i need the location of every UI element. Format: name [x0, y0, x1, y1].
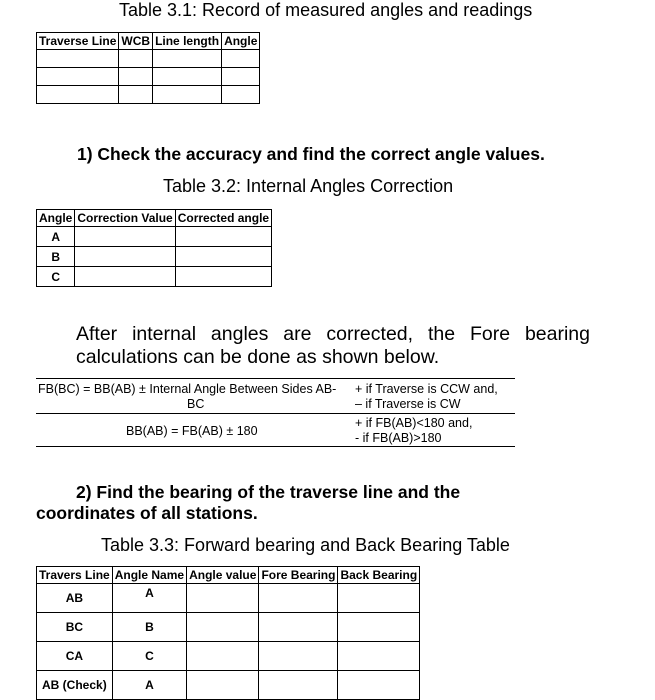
table2-caption: Table 3.2: Internal Angles Correction — [163, 176, 454, 196]
table1-header: WCB — [119, 33, 153, 50]
table-cell — [37, 50, 119, 68]
table-cell — [222, 50, 260, 68]
table-cell — [75, 227, 175, 247]
table-cell — [153, 68, 222, 86]
formula-rule-top — [36, 378, 515, 379]
table-cell: B — [112, 613, 186, 642]
table1-header: Traverse Line — [37, 33, 119, 50]
table-cell — [119, 86, 153, 104]
table-cell: A — [112, 671, 186, 700]
table-cell — [75, 247, 175, 267]
table1-header-row — [37, 33, 260, 50]
table-row — [37, 50, 260, 68]
table-cell: CA — [37, 642, 113, 671]
table-cell — [187, 671, 259, 700]
table-cell: BC — [37, 613, 113, 642]
table-cell: C — [37, 267, 75, 287]
table2 — [36, 209, 272, 287]
table2-header: Angle — [37, 210, 75, 227]
table-row — [37, 671, 420, 700]
table-cell — [338, 613, 420, 642]
table-cell — [338, 584, 420, 613]
table-cell — [175, 247, 271, 267]
formula-rule-bottom — [36, 446, 515, 447]
table-cell — [37, 68, 119, 86]
table-cell — [338, 671, 420, 700]
table1-caption: Table 3.1: Record of measured angles and readings — [119, 0, 533, 20]
table-row — [37, 613, 420, 642]
table-cell — [187, 584, 259, 613]
table2-header: Corrected angle — [175, 210, 271, 227]
table-cell — [259, 642, 338, 671]
table-cell — [175, 227, 271, 247]
formula-rule-middle — [36, 413, 515, 414]
table1 — [36, 32, 260, 104]
table-cell: AB (Check) — [37, 671, 113, 700]
formula-2-right-cont: - if FB(AB)>180 — [355, 431, 442, 445]
table-cell — [119, 68, 153, 86]
table3-header: Fore Bearing — [259, 567, 338, 584]
table1-header: Angle — [222, 33, 260, 50]
table-row — [37, 68, 260, 86]
table1-header: Line length — [153, 33, 222, 50]
formula-1-right-cont: – if Traverse is CW — [355, 397, 461, 411]
table-cell — [259, 613, 338, 642]
table2-header: Correction Value — [75, 210, 175, 227]
table-cell — [75, 267, 175, 287]
table-row — [37, 267, 272, 287]
table-row — [37, 227, 272, 247]
table3 — [36, 566, 420, 700]
table-row — [37, 642, 420, 671]
question-2-cont: coordinates of all stations. — [36, 503, 258, 523]
question-1: 1) Check the accuracy and find the correct angle values. — [77, 144, 545, 164]
table-cell — [187, 642, 259, 671]
body-paragraph: After internal angles are corrected, the Fore bearing calculations can be done as shown below. — [76, 323, 590, 368]
table-cell — [187, 613, 259, 642]
table-row — [37, 86, 260, 104]
table-cell — [153, 50, 222, 68]
table3-header: Travers Line — [37, 567, 113, 584]
table3-header: Back Bearing — [338, 567, 420, 584]
table-cell — [37, 86, 119, 104]
formula-1-left: FB(BC) = BB(AB) ± Internal Angle Between Sides AB- — [38, 382, 337, 396]
table-cell: A — [37, 227, 75, 247]
formula-1-right: + if Traverse is CCW and, — [355, 382, 498, 396]
table-cell — [222, 86, 260, 104]
table-cell: C — [112, 642, 186, 671]
table-cell — [259, 671, 338, 700]
table-cell — [222, 68, 260, 86]
table-cell: B — [37, 247, 75, 267]
table-cell — [259, 584, 338, 613]
table3-header-row — [37, 567, 420, 584]
formula-1-left-cont: BC — [187, 397, 205, 411]
table-cell: AB — [37, 584, 113, 613]
table-cell — [338, 642, 420, 671]
formula-2-left: BB(AB) = FB(AB) ± 180 — [126, 424, 258, 438]
question-2: 2) Find the bearing of the traverse line and the — [76, 482, 461, 502]
table-cell — [175, 267, 271, 287]
table-row — [37, 584, 420, 613]
table3-header: Angle value — [187, 567, 259, 584]
table-row — [37, 247, 272, 267]
table-cell: A — [112, 584, 186, 613]
table-cell — [153, 86, 222, 104]
table-cell — [119, 50, 153, 68]
table2-header-row — [37, 210, 272, 227]
formula-2-right: + if FB(AB)<180 and, — [355, 416, 473, 430]
table3-header: Angle Name — [112, 567, 186, 584]
table3-caption: Table 3.3: Forward bearing and Back Bearing Table — [101, 535, 510, 555]
